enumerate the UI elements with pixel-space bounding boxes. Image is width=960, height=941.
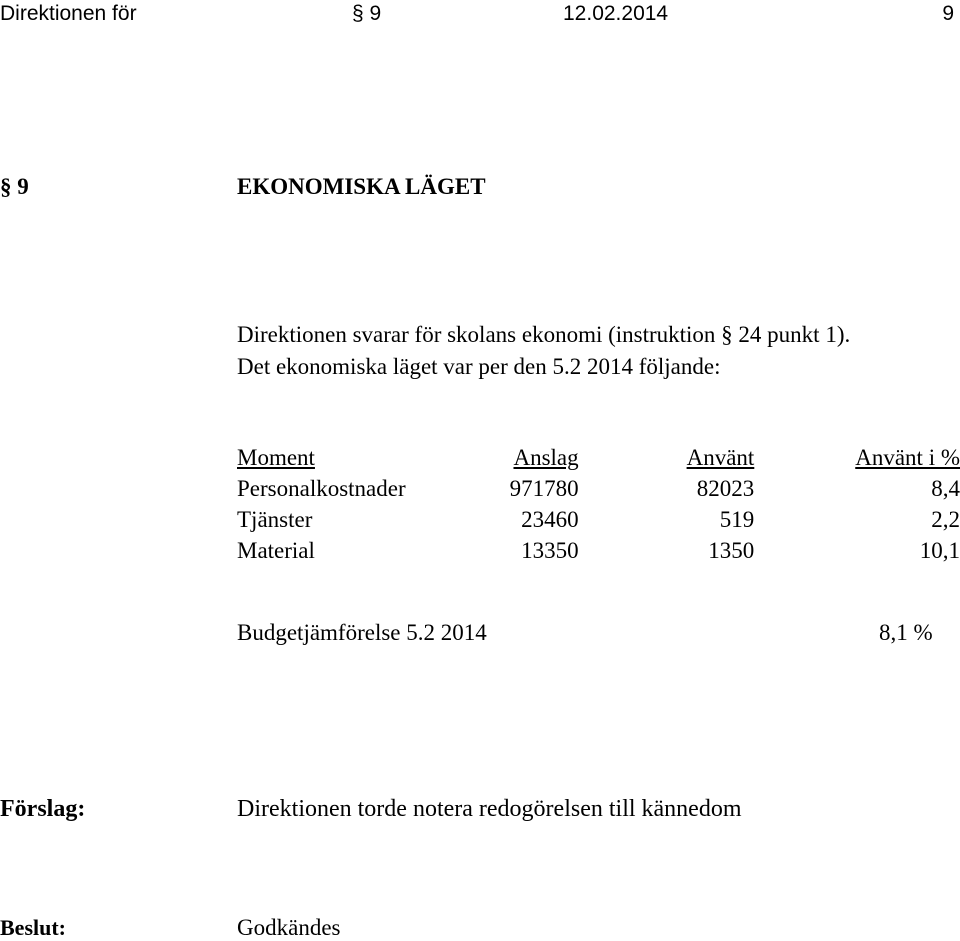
- budget-comparison-label: Budgetjämförelse 5.2 2014: [237, 620, 487, 645]
- budget-comparison-value: 8,1 %: [879, 620, 933, 645]
- cell-anvant-percent: 8,4: [931, 476, 960, 501]
- cell-anslag: 971780: [509, 476, 579, 501]
- cell-anvant: 82023: [696, 476, 755, 501]
- table-row: [237, 504, 960, 535]
- cell-anslag: 13350: [521, 538, 579, 563]
- cell-moment: Personalkostnader: [237, 476, 406, 501]
- intro-line-1: Direktionen svarar för skolans ekonomi (instruktion § 24 punkt 1).: [237, 322, 851, 347]
- header-org: Direktionen för: [0, 2, 137, 25]
- column-header-anslag: Anslag: [513, 445, 579, 470]
- decision-text: Godkändes: [237, 915, 341, 940]
- cell-anvant: 1350: [708, 538, 755, 563]
- cell-anvant-percent: 10,1: [919, 538, 960, 563]
- table-row: [237, 473, 960, 504]
- decision-label: Beslut:: [0, 915, 66, 940]
- cell-anvant-percent: 2,2: [931, 507, 960, 532]
- cell-moment: Material: [237, 538, 315, 563]
- section-number: § 9: [0, 174, 29, 199]
- header-section: § 9: [352, 2, 382, 25]
- header-page-number: 9: [942, 2, 954, 25]
- cell-moment: Tjänster: [237, 507, 313, 532]
- column-header-anvant-percent: Använt i %: [855, 445, 960, 470]
- header-date: 12.02.2014: [563, 2, 669, 25]
- section-title: EKONOMISKA LÄGET: [237, 174, 486, 199]
- table-row: [237, 535, 960, 566]
- column-header-moment: Moment: [237, 445, 315, 470]
- table-header-row: [237, 442, 960, 473]
- intro-line-2: Det ekonomiska läget var per den 5.2 2014 följande:: [237, 354, 721, 379]
- column-header-anvant: Använt: [686, 445, 755, 470]
- proposal-label: Förslag:: [0, 796, 86, 822]
- budget-table: [237, 442, 960, 566]
- proposal-text: Direktionen torde notera redogörelsen till kännedom: [237, 796, 742, 822]
- cell-anslag: 23460: [521, 507, 579, 532]
- cell-anvant: 519: [719, 507, 755, 532]
